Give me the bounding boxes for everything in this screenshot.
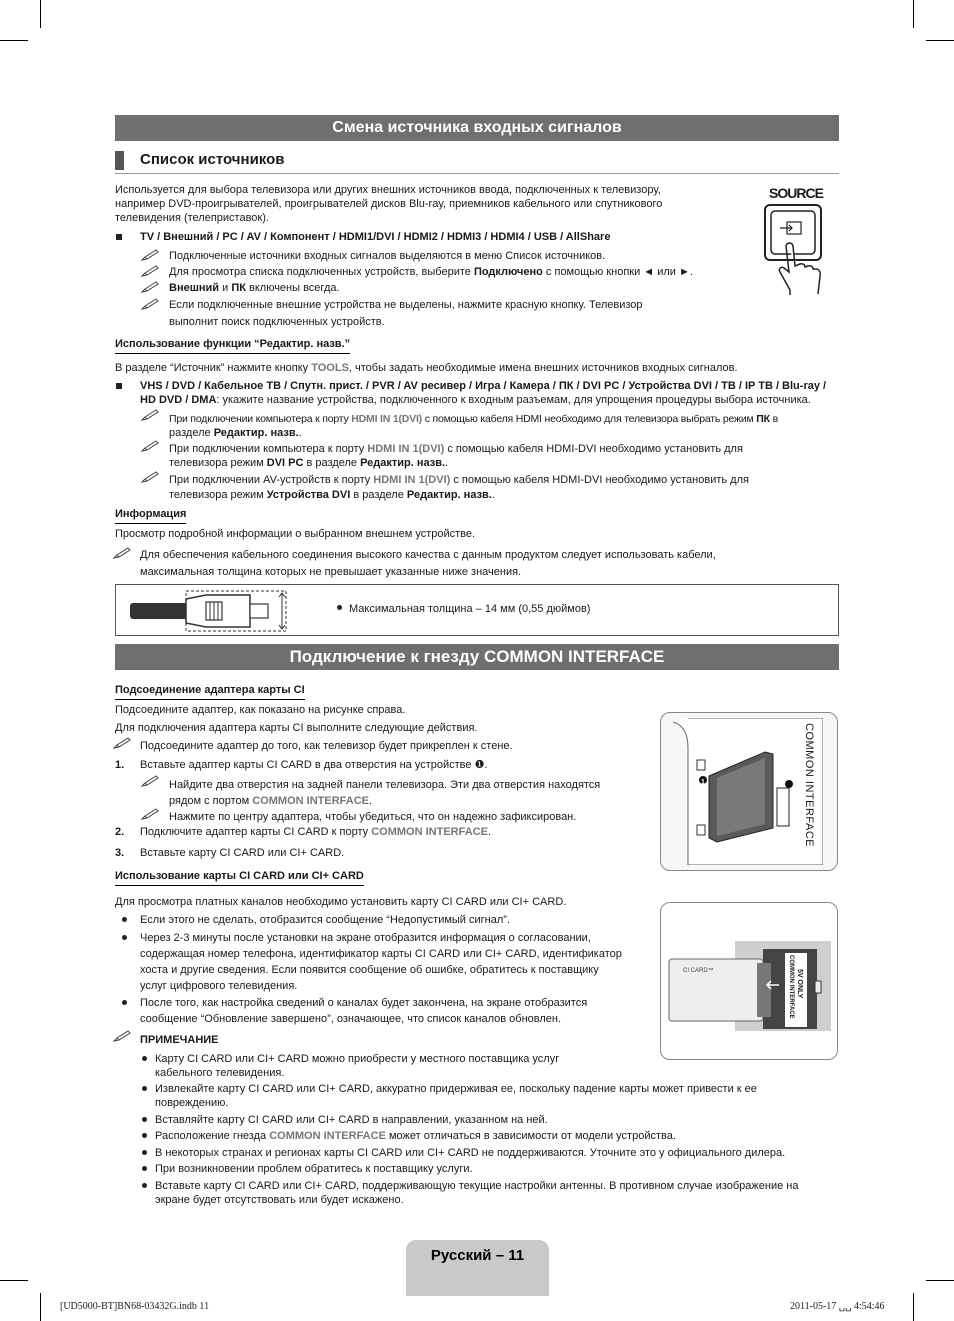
- crop-mark: [40, 1293, 41, 1321]
- bullet-text: хоста и другие сведения. Если появится сообщение об ошибке, обратитесь к поставщику: [140, 964, 599, 976]
- page-number: Русский – 11: [430, 1247, 525, 1264]
- adapter-text: Для подключения адаптера карты CI выполните следующие действия.: [115, 722, 478, 734]
- ci-5v-label: 5V ONLY: [796, 969, 803, 999]
- crop-mark: [0, 40, 28, 41]
- step-number: 2.: [115, 826, 125, 838]
- note-item: При возникновении проблем обратитесь к поставщику услуги.: [155, 1163, 473, 1175]
- bullet-text: содержащая номер телефона, идентификатор карты CI CARD или CI+ CARD, идентификатор: [140, 948, 622, 960]
- note-icon: [141, 471, 159, 483]
- note-text: максимальная толщина которых не превышает указанные ниже значения.: [140, 566, 522, 578]
- note-text: При подключении компьютера к порту HDMI IN 1(DVI) с помощью кабеля HDMI-DVI необходимо установить для: [169, 443, 743, 455]
- note-item: Вставьте карту CI CARD или CI+ CARD, поддерживающую текущие настройки антенны. В противном случае изображение на: [155, 1180, 799, 1192]
- note-icon: [141, 409, 159, 421]
- bullet-dot: [122, 1000, 127, 1005]
- note-icon: [141, 440, 159, 452]
- note-item: Расположение гнезда COMMON INTERFACE может отличаться в зависимости от модели устройства.: [155, 1130, 676, 1142]
- info-heading: Информация: [115, 507, 186, 524]
- note-heading: ПРИМЕЧАНИЕ: [140, 1034, 219, 1046]
- bullet-dot: [142, 1150, 147, 1155]
- marker-1: 1: [701, 779, 705, 786]
- note-text: При подключении компьютера к порту HDMI IN 1(DVI) с помощью кабеля HDMI необходимо для телевизора выбрать режим ПК в: [169, 413, 778, 425]
- step-text: Вставьте адаптер карты CI CARD в два отверстия на устройстве ❶.: [140, 759, 488, 771]
- bullet-dot: [337, 605, 342, 610]
- ci-card-diagram: [660, 902, 838, 1060]
- step-number: 3.: [115, 847, 125, 859]
- bullet-dot: [122, 935, 127, 940]
- note-text: Подсоедините адаптер до того, как телевизор будет прикреплен к стене.: [140, 740, 513, 752]
- note-text: Для обеспечения кабельного соединения высокого качества с данным продуктом следует использовать кабели,: [140, 549, 716, 561]
- adapter-text: Подсоедините адаптер, как показано на рисунке справа.: [115, 704, 406, 716]
- ci-adapter-diagram: [660, 712, 838, 871]
- ci-slot-label: COMMON INTERFACE: [788, 955, 794, 1019]
- crop-mark: [913, 1293, 914, 1321]
- marker-2: 2: [787, 775, 791, 782]
- note-icon: [113, 737, 131, 749]
- info-text: Просмотр подробной информации о выбранном внешнем устройстве.: [115, 528, 476, 540]
- section-title-source: Смена источника входных сигналов: [115, 115, 839, 141]
- subsection-header: [115, 149, 839, 174]
- step-text: Подключите адаптер карты CI CARD к порту COMMON INTERFACE.: [140, 826, 492, 838]
- crop-mark: [926, 1280, 954, 1281]
- note-text: Для просмотра списка подключенных устройств, выберите Подключено с помощью кнопки ◄ или ►.: [169, 266, 693, 278]
- note-text: Нажмите по центру адаптера, чтобы убедиться, что он надежно зафиксирован.: [169, 811, 577, 823]
- note-text: Внешний и ПК включены всегда.: [169, 282, 340, 294]
- note-text: рядом с портом COMMON INTERFACE.: [169, 795, 373, 807]
- ci-card-label: CI CARD™: [683, 968, 714, 974]
- note-text: Найдите два отверстия на задней панели телевизора. Эти два отверстия находятся: [169, 779, 601, 791]
- bullet-text: После того, как настройка сведений о каналах будет закончена, на экране отобразится: [140, 997, 588, 1009]
- square-bullet: [116, 234, 122, 240]
- hdmi-cable-icon: [130, 589, 310, 633]
- file-info: [UD5000-BT]BN68-03432G.indb 11: [60, 1301, 210, 1312]
- note-item: повреждению.: [155, 1097, 229, 1109]
- bullet-text: сообщение “Обновление завершено”, означающее, что список каналов обновлен.: [140, 1013, 562, 1025]
- cable-max-text: Максимальная толщина – 14 мм (0,55 дюймов): [349, 603, 591, 615]
- note-item: экране будет отсутствовать или будет искажено.: [155, 1194, 404, 1206]
- device-list: HD DVD / DMA: укажите название устройства, подключенного к входным разъемам, для упрощения процедуры выбора источника.: [140, 394, 811, 406]
- bullet-text: услуг цифрового телевидения.: [140, 980, 298, 992]
- step-text: Вставьте карту CI CARD или CI+ CARD.: [140, 847, 345, 859]
- adapter-heading: Подсоединение адаптера карты CI: [115, 683, 305, 700]
- header-marker: [115, 151, 124, 170]
- edit-text: В разделе “Источник” нажмите кнопку TOOLS, чтобы задать необходимые имена внешних источников входных сигналов.: [115, 362, 738, 374]
- bullet-dot: [142, 1086, 147, 1091]
- common-interface-label: COMMON INTERFACE: [803, 723, 815, 848]
- section-title-ci: Подключение к гнезду COMMON INTERFACE: [115, 644, 839, 670]
- bullet-text: Через 2-3 минуты после установки на экране отобразится информация о согласовании,: [140, 932, 591, 944]
- cable-thickness-box: [115, 584, 839, 636]
- note-icon: [141, 808, 159, 820]
- note-icon: [141, 298, 159, 310]
- card-intro: Для просмотра платных каналов необходимо установить карту CI CARD или CI+ CARD.: [115, 896, 567, 908]
- intro-line: например DVD-проигрывателей, проигрывателей дисков Blu-ray, приемников кабельного или спутникового: [115, 198, 663, 210]
- crop-mark: [40, 0, 41, 28]
- bullet-dot: [122, 917, 127, 922]
- note-text: разделе Редактир. назв..: [169, 427, 302, 439]
- bullet-dot: [142, 1117, 147, 1122]
- intro-line: телевидения (телеприставок).: [115, 212, 269, 224]
- step-number: 1.: [115, 759, 125, 771]
- note-item: кабельного телевидения.: [155, 1067, 285, 1079]
- source-button-illustration: [756, 184, 836, 296]
- bullet-dot: [142, 1183, 147, 1188]
- note-icon: [113, 547, 131, 559]
- note-icon: [141, 281, 159, 293]
- note-text: выполнит поиск подключенных устройств.: [169, 316, 385, 328]
- date-info: 2011-05-17 ␣␣ 4:54:46: [790, 1301, 885, 1312]
- device-list: VHS / DVD / Кабельное ТВ / Спутн. прист. / PVR / AV ресивер / Игра / Камера / ПК / DVI PC / Устройства DVI / TB / IP TB / Blu-ray /: [140, 380, 827, 392]
- note-item: В некоторых странах и регионах карты CI CARD или CI+ CARD не поддерживаются. Уточните это у официального дилера.: [155, 1147, 786, 1159]
- bullet-text: Если этого не сделать, отобразится сообщение “Недопустимый сигнал”.: [140, 914, 510, 926]
- hand-pressing-icon: [756, 202, 836, 296]
- note-item: Извлекайте карту CI CARD или CI+ CARD, аккуратно придерживая ее, поскольку падение карты может привести к ее: [155, 1083, 757, 1095]
- bullet-dot: [142, 1133, 147, 1138]
- card-heading: Использование карты CI CARD или CI+ CARD: [115, 869, 364, 886]
- crop-mark: [0, 1280, 28, 1281]
- source-list: TV / Внешний / PC / AV / Компонент / HDMI1/DVI / HDMI2 / HDMI3 / HDMI4 / USB / AllShare: [140, 231, 611, 243]
- crop-mark: [926, 40, 954, 41]
- source-button-label: SOURCE: [769, 185, 823, 201]
- note-icon: [113, 1030, 131, 1042]
- note-icon: [141, 249, 159, 261]
- bullet-dot: [142, 1056, 147, 1061]
- note-text: телевизора режим Устройства DVI в разделе Редактир. назв..: [169, 489, 495, 501]
- note-icon: [141, 265, 159, 277]
- square-bullet: [116, 383, 122, 389]
- ci-card-insertion-icon: [667, 933, 833, 1031]
- bullet-dot: [142, 1166, 147, 1171]
- note-icon: [141, 775, 159, 787]
- note-item: Вставляйте карту CI CARD или CI+ CARD в направлении, указанном на ней.: [155, 1114, 548, 1126]
- note-item: Карту CI CARD или CI+ CARD можно приобрести у местного поставщика услуг: [155, 1053, 560, 1065]
- note-text: При подключении AV-устройств к порту HDMI IN 1(DVI) с помощью кабеля HDMI-DVI необходимо установить для: [169, 474, 749, 486]
- subsection-title: Список источников: [140, 151, 285, 168]
- note-text: Подключенные источники входных сигналов выделяются в меню Список источников.: [169, 250, 606, 262]
- intro-line: Используется для выбора телевизора или других внешних источников ввода, подключенных к телевизору,: [115, 184, 661, 196]
- edit-heading: Использование функции “Редактир. назв.”: [115, 337, 350, 354]
- page-number-tab: [406, 1240, 549, 1296]
- note-text: телевизора режим DVI PC в разделе Редактир. назв..: [169, 457, 449, 469]
- crop-mark: [913, 0, 914, 28]
- note-text: Если подключенные внешние устройства не выделены, нажмите красную кнопку. Телевизор: [169, 299, 643, 311]
